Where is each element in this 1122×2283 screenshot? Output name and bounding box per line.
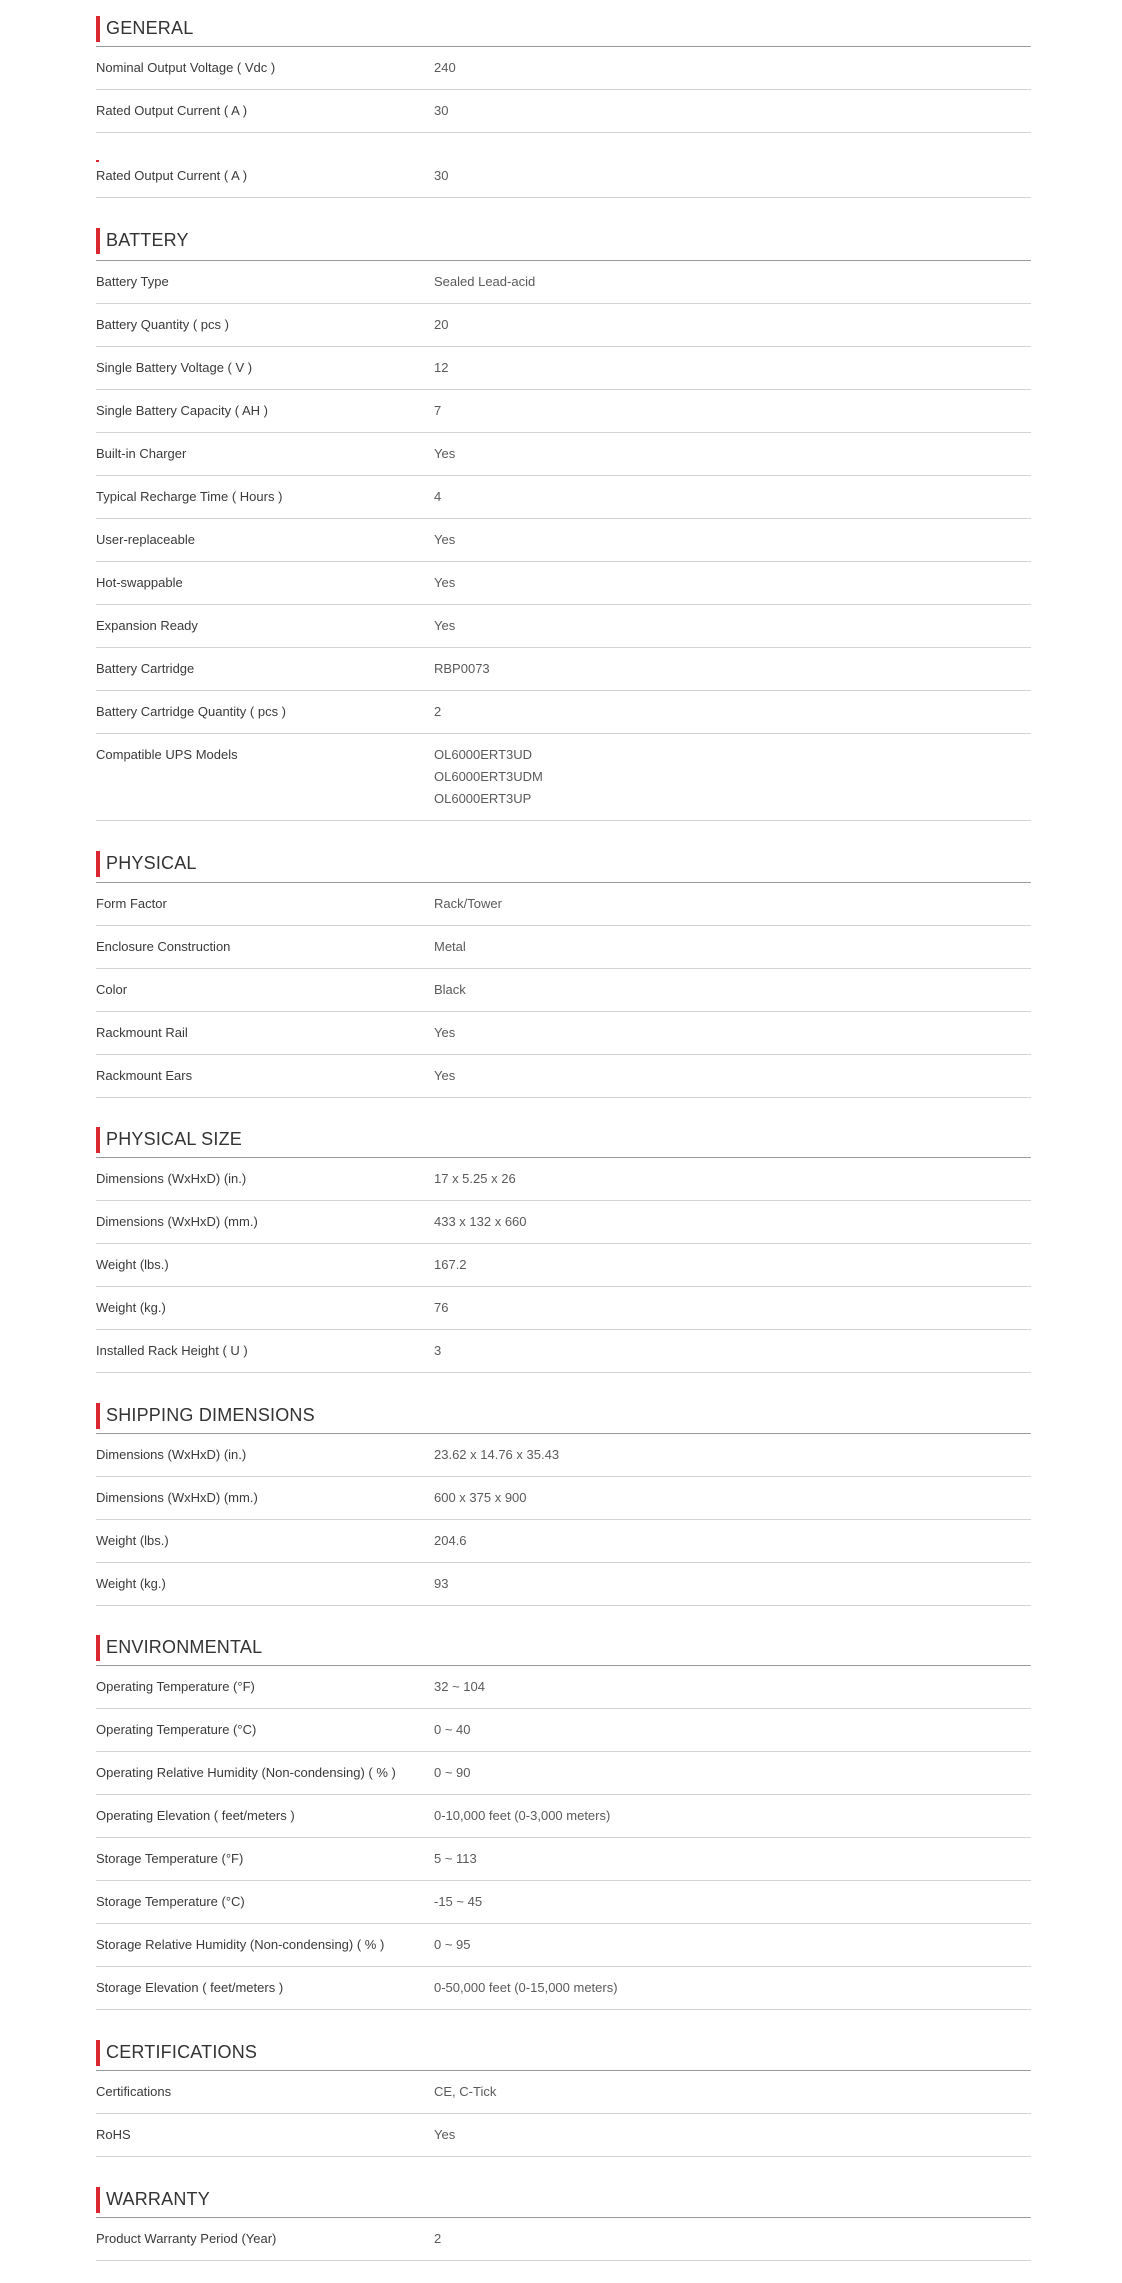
spec-value bbox=[434, 2081, 496, 2103]
spec-label: Weight (kg.) bbox=[96, 1576, 166, 1591]
spec-row bbox=[96, 519, 1031, 562]
spec-row bbox=[96, 1967, 1031, 2010]
section-title: GENERAL bbox=[96, 17, 193, 39]
spec-value-line: Yes bbox=[434, 2127, 456, 2142]
spec-value bbox=[434, 1340, 441, 1362]
spec-row bbox=[96, 476, 1031, 519]
spec-value bbox=[434, 1168, 516, 1190]
spec-row bbox=[96, 1434, 1031, 1477]
spec-label: Installed Rack Height ( U ) bbox=[96, 1343, 248, 1358]
spec-value-line: 30 bbox=[434, 103, 449, 118]
spec-value-line: Black bbox=[434, 982, 466, 997]
spec-label: Storage Relative Humidity (Non-condensing) ( % ) bbox=[96, 1937, 385, 1952]
spec-value bbox=[434, 893, 502, 915]
spec-row bbox=[96, 1244, 1031, 1287]
spec-value-line: 600 x 375 x 900 bbox=[434, 1490, 527, 1505]
spec-value-line: CE, C-Tick bbox=[434, 2084, 497, 2099]
spec-value bbox=[434, 1022, 455, 1044]
spec-row bbox=[96, 433, 1031, 476]
section-header bbox=[96, 2037, 1031, 2071]
spec-label: Weight (lbs.) bbox=[96, 1533, 169, 1548]
spec-row bbox=[96, 47, 1031, 90]
section-warranty bbox=[96, 2184, 1031, 2261]
spec-label: Operating Relative Humidity (Non-condensing) ( % ) bbox=[96, 1765, 396, 1780]
spec-value bbox=[434, 100, 448, 122]
spec-label: Dimensions (WxHxD) (mm.) bbox=[96, 1490, 258, 1505]
spec-label: User-replaceable bbox=[96, 532, 195, 547]
spec-row bbox=[96, 1881, 1031, 1924]
spec-value-line: OL6000ERT3UD bbox=[434, 747, 533, 762]
spec-value bbox=[434, 1254, 467, 1276]
spec-value-line: 76 bbox=[434, 1300, 449, 1315]
spec-label: Operating Temperature (°C) bbox=[96, 1722, 257, 1737]
spec-label: Storage Elevation ( feet/meters ) bbox=[96, 1980, 284, 1995]
spec-label: Built-in Charger bbox=[96, 446, 187, 461]
spec-row bbox=[96, 691, 1031, 734]
section-title: SHIPPING DIMENSIONS bbox=[96, 1404, 315, 1426]
spec-value bbox=[434, 658, 490, 680]
spec-row bbox=[96, 969, 1031, 1012]
spec-value-line: Yes bbox=[434, 618, 456, 633]
spec-value-line: 433 x 132 x 660 bbox=[434, 1214, 527, 1229]
spec-value bbox=[434, 1573, 448, 1595]
spec-row bbox=[96, 90, 1031, 133]
spec-label: Expansion Ready bbox=[96, 618, 198, 633]
section-title: PHYSICAL bbox=[96, 852, 197, 874]
spec-value-line: 240 bbox=[434, 60, 456, 75]
spec-value-line: 7 bbox=[434, 403, 442, 418]
spec-row bbox=[96, 133, 1031, 198]
spec-row bbox=[96, 2114, 1031, 2157]
section-title: WARRANTY bbox=[96, 2188, 210, 2210]
spec-value-line: 32 ~ 104 bbox=[434, 1679, 485, 1694]
spec-row bbox=[96, 347, 1031, 390]
section-header bbox=[96, 848, 1031, 883]
spec-value-line: 30 bbox=[434, 168, 449, 183]
spec-value-line: 0-10,000 feet (0-3,000 meters) bbox=[434, 1808, 611, 1823]
spec-value bbox=[434, 1487, 527, 1509]
spec-value bbox=[434, 271, 535, 293]
spec-row bbox=[96, 2071, 1031, 2114]
spec-row bbox=[96, 1055, 1031, 1098]
spec-value bbox=[434, 314, 448, 336]
section-title: PHYSICAL SIZE bbox=[96, 1128, 242, 1150]
spec-value bbox=[434, 1065, 455, 1087]
spec-label: Product Warranty Period (Year) bbox=[96, 2231, 277, 2246]
spec-value-line: 4 bbox=[434, 489, 442, 504]
section-header bbox=[96, 2184, 1031, 2218]
spec-value bbox=[434, 2228, 441, 2250]
spec-value bbox=[434, 529, 455, 551]
section-environmental bbox=[96, 1632, 1031, 2010]
spec-value bbox=[434, 357, 448, 379]
accent-tick-mark bbox=[96, 160, 99, 162]
spec-row bbox=[96, 1924, 1031, 1967]
spec-value bbox=[434, 936, 466, 958]
spec-value-line: 2 bbox=[434, 704, 442, 719]
spec-row bbox=[96, 2218, 1031, 2261]
spec-label: Battery Cartridge bbox=[96, 661, 195, 676]
spec-row bbox=[96, 1477, 1031, 1520]
spec-label: Single Battery Capacity ( AH ) bbox=[96, 403, 268, 418]
spec-value-line: 93 bbox=[434, 1576, 449, 1591]
section-header bbox=[96, 1632, 1031, 1666]
spec-label: Dimensions (WxHxD) (in.) bbox=[96, 1447, 247, 1462]
spec-value bbox=[434, 1805, 610, 1827]
spec-value-line: 23.62 x 14.76 x 35.43 bbox=[434, 1447, 560, 1462]
section-title: ENVIRONMENTAL bbox=[96, 1636, 262, 1658]
spec-value-line: 5 ~ 113 bbox=[434, 1851, 477, 1866]
section-title: BATTERY bbox=[96, 229, 189, 251]
spec-value-line: RBP0073 bbox=[434, 661, 490, 676]
spec-value bbox=[434, 979, 466, 1001]
spec-label: Single Battery Voltage ( V ) bbox=[96, 360, 253, 375]
spec-label: Nominal Output Voltage ( Vdc ) bbox=[96, 60, 276, 75]
spec-value bbox=[434, 615, 455, 637]
spec-value-line: 2 bbox=[434, 2231, 442, 2246]
spec-value-line: 17 x 5.25 x 26 bbox=[434, 1171, 516, 1186]
spec-value-line: 0 ~ 40 bbox=[434, 1722, 471, 1737]
spec-value-line: OL6000ERT3UDM bbox=[434, 769, 543, 784]
spec-value-line: Yes bbox=[434, 1025, 456, 1040]
spec-value bbox=[434, 1934, 471, 1956]
spec-row bbox=[96, 1795, 1031, 1838]
spec-value-line: 20 bbox=[434, 317, 449, 332]
spec-row bbox=[96, 1752, 1031, 1795]
spec-value-line: Yes bbox=[434, 1068, 456, 1083]
spec-row bbox=[96, 926, 1031, 969]
spec-row bbox=[96, 1012, 1031, 1055]
spec-row bbox=[96, 390, 1031, 433]
spec-label: Rated Output Current ( A ) bbox=[96, 168, 248, 183]
spec-label: Rackmount Ears bbox=[96, 1068, 193, 1083]
section-header bbox=[96, 225, 1031, 261]
spec-row bbox=[96, 1563, 1031, 1606]
spec-value bbox=[434, 400, 441, 422]
spec-value bbox=[434, 1297, 448, 1319]
spec-label: Operating Temperature (°F) bbox=[96, 1679, 255, 1694]
section-physical bbox=[96, 848, 1031, 1098]
spec-value-line: Yes bbox=[434, 532, 456, 547]
spec-label: Certifications bbox=[96, 2084, 172, 2099]
spec-value-line: 3 bbox=[434, 1343, 442, 1358]
spec-row bbox=[96, 1287, 1031, 1330]
spec-value-line: 0 ~ 95 bbox=[434, 1937, 471, 1952]
spec-value bbox=[434, 443, 455, 465]
spec-value bbox=[434, 572, 455, 594]
spec-value bbox=[434, 57, 456, 79]
section-certifications bbox=[96, 2037, 1031, 2157]
spec-label: Rated Output Current ( A ) bbox=[96, 103, 248, 118]
spec-label: Storage Temperature (°F) bbox=[96, 1851, 244, 1866]
spec-label: Storage Temperature (°C) bbox=[96, 1894, 245, 1909]
section-header bbox=[96, 1124, 1031, 1158]
spec-value bbox=[434, 1977, 618, 1999]
spec-value bbox=[434, 1676, 485, 1698]
section-physical-size bbox=[96, 1124, 1031, 1373]
section-general bbox=[96, 13, 1031, 198]
spec-value-line: 167.2 bbox=[434, 1257, 467, 1272]
spec-row bbox=[96, 562, 1031, 605]
spec-value-line: 0 ~ 90 bbox=[434, 1765, 471, 1780]
spec-value bbox=[434, 701, 441, 723]
spec-row bbox=[96, 304, 1031, 347]
spec-value-line: 0-50,000 feet (0-15,000 meters) bbox=[434, 1980, 618, 1995]
spec-label: Enclosure Construction bbox=[96, 939, 231, 954]
spec-value-line: -15 ~ 45 bbox=[434, 1894, 483, 1909]
spec-label: Dimensions (WxHxD) (mm.) bbox=[96, 1214, 258, 1229]
spec-value-line: Yes bbox=[434, 575, 456, 590]
spec-value-line: Rack/Tower bbox=[434, 896, 502, 911]
spec-value bbox=[434, 1530, 467, 1552]
spec-row bbox=[96, 1838, 1031, 1881]
spec-row bbox=[96, 605, 1031, 648]
spec-value bbox=[434, 744, 543, 810]
spec-value-line: 12 bbox=[434, 360, 449, 375]
spec-row bbox=[96, 883, 1031, 926]
spec-label: Weight (lbs.) bbox=[96, 1257, 169, 1272]
spec-label: RoHS bbox=[96, 2127, 131, 2142]
spec-row bbox=[96, 1330, 1031, 1373]
spec-label: Rackmount Rail bbox=[96, 1025, 188, 1040]
section-shipping-dimensions bbox=[96, 1400, 1031, 1606]
spec-value bbox=[434, 1848, 477, 1870]
spec-value bbox=[434, 2124, 455, 2146]
spec-label: Color bbox=[96, 982, 128, 997]
spec-value-line: Metal bbox=[434, 939, 466, 954]
spec-label: Operating Elevation ( feet/meters ) bbox=[96, 1808, 295, 1823]
spec-label: Typical Recharge Time ( Hours ) bbox=[96, 489, 283, 504]
spec-value bbox=[434, 1891, 482, 1913]
spec-value bbox=[434, 1211, 527, 1233]
spec-row bbox=[96, 1520, 1031, 1563]
spec-row bbox=[96, 1158, 1031, 1201]
spec-label: Battery Quantity ( pcs ) bbox=[96, 317, 229, 332]
spec-value bbox=[434, 1719, 471, 1741]
spec-label: Compatible UPS Models bbox=[96, 747, 238, 762]
spec-label: Battery Cartridge Quantity ( pcs ) bbox=[96, 704, 287, 719]
spec-row bbox=[96, 1666, 1031, 1709]
section-header bbox=[96, 13, 1031, 47]
spec-value-line: Sealed Lead-acid bbox=[434, 274, 536, 289]
section-title: CERTIFICATIONS bbox=[96, 2041, 257, 2063]
spec-label: Form Factor bbox=[96, 896, 167, 911]
spec-label: Dimensions (WxHxD) (in.) bbox=[96, 1171, 247, 1186]
spec-value-line: Yes bbox=[434, 446, 456, 461]
spec-label: Weight (kg.) bbox=[96, 1300, 166, 1315]
spec-value bbox=[434, 1762, 471, 1784]
section-battery bbox=[96, 225, 1031, 821]
spec-row bbox=[96, 1201, 1031, 1244]
spec-value-line: 204.6 bbox=[434, 1533, 467, 1548]
spec-label: Hot-swappable bbox=[96, 575, 183, 590]
spec-value bbox=[434, 1444, 559, 1466]
section-header bbox=[96, 1400, 1031, 1434]
spec-row bbox=[96, 648, 1031, 691]
spec-value bbox=[434, 165, 448, 187]
spec-row bbox=[96, 734, 1031, 821]
spec-row bbox=[96, 1709, 1031, 1752]
spec-row bbox=[96, 261, 1031, 304]
spec-value bbox=[434, 486, 441, 508]
spec-label: Battery Type bbox=[96, 274, 169, 289]
spec-value-line: OL6000ERT3UP bbox=[434, 791, 532, 806]
